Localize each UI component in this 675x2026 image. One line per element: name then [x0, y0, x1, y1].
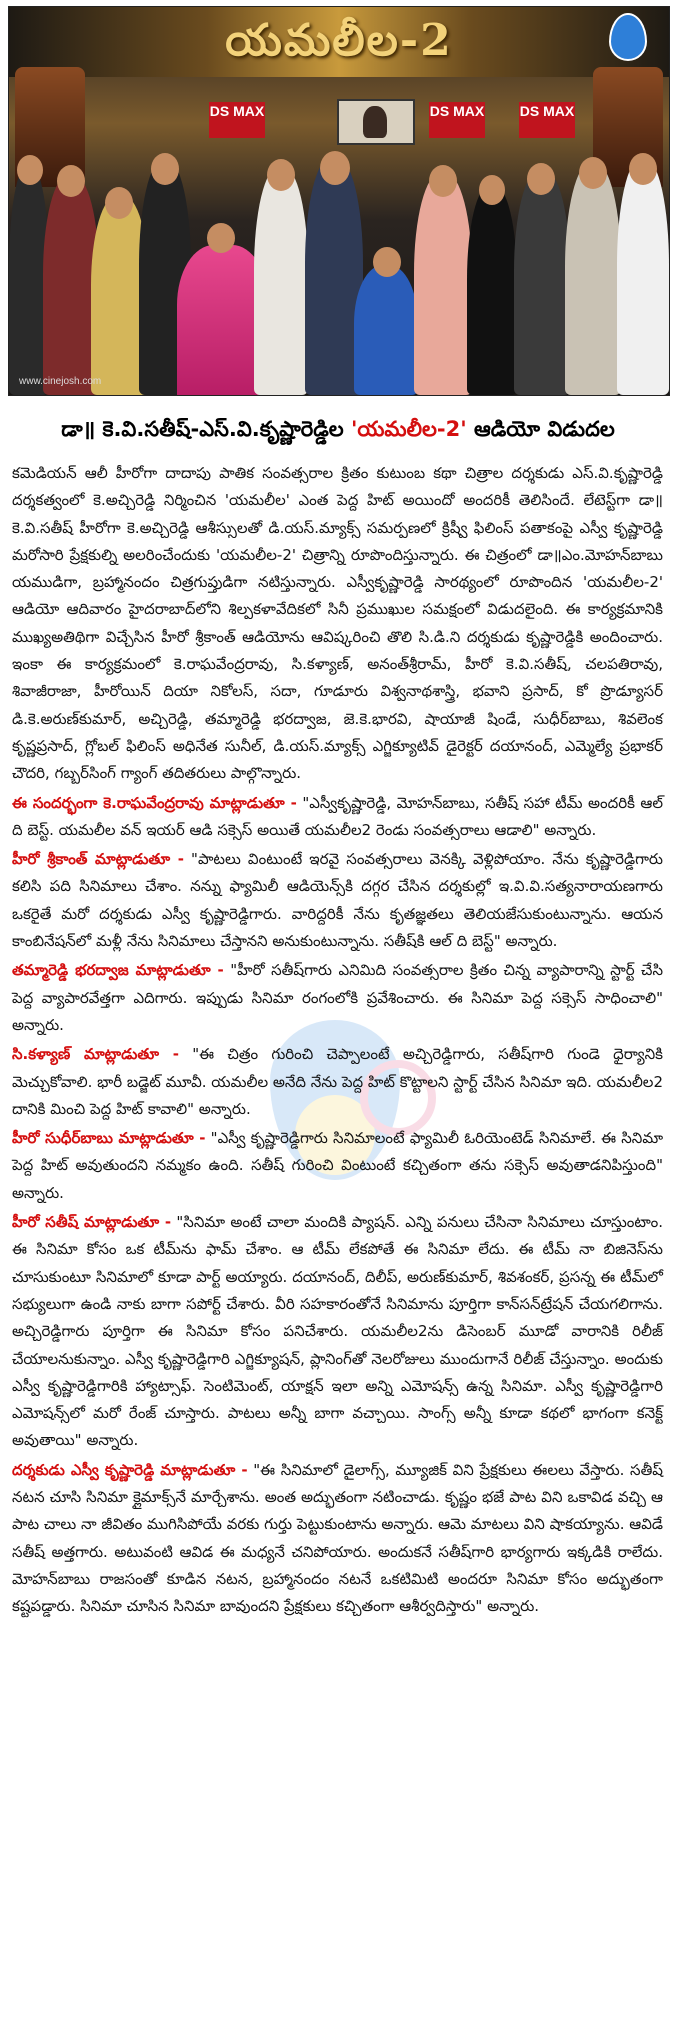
- quote-text: "పాటలు వింటుంటే ఇరవై సంవత్సరాలు వెనక్కి వెళ్లిపోయాం. నేను కృష్ణారెడ్డిగారు కలిసి పది సినిమాలు చేశాం. నన్ను ఫ్యామిలీ ఆడియెన్స్‌కి దగ్గర చేసిన దర్శకుల్లో ఇ.వి.వి.సత్యనారాయణగారు ఒకరైతే మరో దర్శకుడు ఎస్వీ కృష్ణారెడ్డిగారు. వారిద్దరికీ నేను కృతజ్ఞతలు తెలియజేసుకుంటున్నాను. ఆయన కాంబినేషన్‌లో మళ్లీ నేను సినిమాలు చేస్తానని అనుకుంటున్నాను. సతీష్‌కి ఆల్ ది బెస్ట్" అన్నారు.: [12, 850, 663, 951]
- stage-banner: [9, 7, 669, 77]
- quote-text: "ఎస్వీకృష్ణారెడ్డి, మోహన్‌బాబు, సతీష్ సహా టీమ్ అందరికీ ఆల్ ది బెస్ట్. యమలీల వన్ ఇయర్ ఆడి సక్సెస్ అయితే యమలీల2 రెండు సంవత్సరాలు ఆడాలి" అన్నారు.: [12, 793, 663, 839]
- quote-speaker: తమ్మారెడ్డి భరద్వాజ మాట్లాడుతూ -: [12, 961, 224, 980]
- guest: [565, 163, 621, 395]
- guest-head: [579, 157, 607, 189]
- headline-suffix: ఆడియో విడుదల: [466, 417, 615, 441]
- guest-head: [267, 159, 295, 191]
- quote-paragraph: [12, 790, 663, 845]
- guests-group: [9, 115, 669, 395]
- headline-film-title: 'యమలీల-2': [350, 417, 467, 441]
- guest: [254, 167, 308, 395]
- quote-paragraph: [12, 1125, 663, 1207]
- quote-text: "ఎస్వీ కృష్ణారెడ్డిగారు సినిమాలంటే ఫ్యామిలీ ఓరియెంటెడ్ సినిమాలే. ఈ సినిమా పెద్ద హిట్ అవుతుందని నమ్మకం ఉంది. సతీష్ గురించి వింటుంటే కచ్చితంగా తను సక్సెస్ అవుతాడనిపిస్తుంది" అన్నారు.: [12, 1129, 663, 1202]
- guest-head: [151, 153, 179, 185]
- quote-paragraph: [12, 846, 663, 955]
- quote-text: "హీరో సతీష్‌గారు ఎనిమిది సంవత్సరాల క్రితం చిన్న వ్యాపారాన్ని స్టార్ట్ చేసి పెద్ద వ్యాపారవేత్తగా ఎదిగారు. ఇప్పుడు సినిమా రంగంలోకి ప్రవేశించారు. ఈ సినిమా పెద్ద సక్సెస్ సాధించాలి" అన్నారు.: [12, 961, 663, 1034]
- quote-paragraph: [12, 1457, 663, 1621]
- guest-head: [373, 247, 401, 277]
- quote-speaker: దర్శకుడు ఎస్వీ కృష్ణారెడ్డి మాట్లాడుతూ -: [12, 1460, 248, 1479]
- quote-speaker: హీరో సుధీర్‌బాబు మాట్లాడుతూ -: [12, 1129, 206, 1148]
- quote-speaker: హీరో సతీష్ మాట్లాడుతూ -: [12, 1213, 172, 1232]
- photo-watermark: www.cinejosh.com: [19, 376, 102, 387]
- quote-text: "ఈ సినిమాలో డైలాగ్స్, మ్యూజిక్ విని ప్రేక్షకులు ఈలలు వేస్తారు. సతీష్ నటన చూసి సినిమా క్లైమాక్స్‌నే మార్చేశాను. అంత అద్భుతంగా నటించాడు. కృష్ణం భజే పాట విని ఒకావిడ వచ్చి ఆ పాట చాలు నా జీవితం ముగిసిపోయే వరకు గుర్తు పెట్టుకుంటాను అన్నారు. ఆమె మాటలు విని షాకయ్యాను. ఆవిడే సతీష్ అత్తగారు. అటువంటి ఆవిడ ఈ మధ్యనే చనిపోయారు. అందుకనే సతీష్‌గారి భార్యగారు ఇక్కడికి రాలేదు. మోహన్‌బాబు రాజసంతో కూడిన నటన, బ్రహ్మానందం నటనే ఒకటిమిటి అందరూ సినిమా కోసం అద్భుతంగా కష్టపడ్డారు. సినిమా చూసిన సినిమా బావుందని ప్రేక్షకులు కచ్చితంగా ఆశీర్వదిస్తారు" అన్నారు.: [12, 1460, 664, 1616]
- guest-kneeling: [354, 265, 418, 395]
- sponsor-logo: DS MAX: [209, 102, 265, 138]
- guest-head: [207, 223, 235, 253]
- guest-head: [629, 153, 657, 185]
- guest: [514, 170, 570, 395]
- article-body: [12, 460, 663, 2020]
- article-headline: [8, 407, 668, 451]
- guest-head: [320, 151, 350, 185]
- article-intro: కమెడియన్ ఆలీ హీరోగా దాదాపు పాతిక సంవత్సరాల క్రితం కుటుంబ కథా చిత్రాల దర్శకుడు ఎస్.వి.కృష్ణారెడ్డి దర్శకత్వంలో కె.అచ్చిరెడ్డి నిర్మించిన 'యమలీల' ఎంత పెద్ద హిట్ అయిందో అందరికీ తెలిసిందే. లేటెస్ట్‌గా డా॥ కె.వి.సతీష్ హీరోగా కె.అచ్చిరెడ్డి ఆశీస్సులతో డి.యస్.మ్యాక్స్ సమర్పణలో క్రిష్వీ ఫిలింస్ పతాకంపై ఎస్వీ కృష్ణారెడ్డి మరోసారి ప్రేక్షకుల్ని అలరించేందుకు 'యమలీల-2' చిత్రాన్ని రూపొందిస్తున్నారు. ఈ చిత్రంలో డా॥ఎం.మోహన్‌బాబు యముడిగా, బ్రహ్మానందం చిత్రగుప్తుడిగా నటిస్తున్నారు. ఎస్వీకృష్ణారెడ్డి సారథ్యంలో రూపొందిన 'యమలీల-2' ఆడియో ఆదివారం హైదరాబాద్‌లోని శిల్పకళావేదికలో సినీ ప్రముఖుల సమక్షంలో విడుదలైంది. ఈ కార్యక్రమానికి ముఖ్యఅతిథిగా విచ్చేసిన హీరో శ్రీకాంత్ ఆడియోను ఆవిష్కరించి తొలి సి.డి.ని దర్శకుడు కృష్ణారెడ్డికి అందించారు. ఇంకా ఈ కార్యక్రమంలో కె.రాఘవేంద్రరావు, సి.కళ్యాణ్, అనంత్‌శ్రీరామ్, హీరో కె.వి.సతీష్, చలపతిరావు, శివాజీరాజా, హీరోయిన్ దియా నికోలస్, సదా, గూడూరు విశ్వనాథశాస్త్రి, భవాని ప్రసాద్, కో ప్రొడ్యూసర్ డి.కె.అరుణ్‌కుమార్, అచ్చిరెడ్డి, తమ్మారెడ్డి భరద్వాజ, జె.కె.భారవి, షాయాజీ షిండే, సుధీర్‌బాబు, శివలెంక కృష్ణప్రసాద్, గ్లోబల్ ఫిలింస్ అధినేత సునీల్, డి.యస్.మ్యాక్స్ ఎగ్జిక్యూటివ్ డైరెక్టర్ దయానంద్, ఎమ్మెల్యే ప్రభాకర్ చౌదరి, గబ్బర్‌సింగ్ గ్యాంగ్ తదితరులు పాల్గొన్నారు.: [12, 464, 663, 783]
- guest-head: [105, 187, 133, 219]
- guest-head: [479, 175, 505, 205]
- guest-head: [527, 163, 555, 195]
- headline-prefix: డా॥ కె.వి.సతీష్-ఎస్.వి.కృష్ణారెడ్డిల: [61, 417, 351, 441]
- quote-speaker: హీరో శ్రీకాంత్ మాట్లాడుతూ -: [12, 850, 184, 869]
- quote-paragraph: [12, 1041, 663, 1123]
- guest-head: [429, 165, 457, 197]
- banner-title: యమలీల-2: [225, 15, 453, 66]
- event-photo: [8, 6, 670, 396]
- quote-speaker: ఈ సందర్భంగా కె.రాఘవేంద్రరావు మాట్లాడుతూ -: [12, 793, 297, 812]
- guest-head: [57, 165, 85, 197]
- quote-text: "ఈ చిత్రం గురించి చెప్పాలంటే అచ్చిరెడ్డిగారు, సతీష్‌గారి గుండె ధైర్యానికి మెచ్చుకోవాలి. భారీ బడ్జెట్ మూవీ. యమలీల అనేది నేను పెద్ద హిట్ కొట్టాలని స్టార్ట్ చేసిన సినిమా ఇది. యమలీల2 దానికి మించి పెద్ద హిట్ కావాలి" అన్నారు.: [12, 1045, 663, 1118]
- sponsor-logo: DS MAX: [429, 102, 485, 138]
- guest: [414, 173, 472, 395]
- guest: [467, 185, 517, 395]
- sponsor-logo: DS MAX: [519, 102, 575, 138]
- guest-head: [17, 155, 43, 185]
- quote-text: "సినిమా అంటే చాలా మందికి ప్యాషన్. ఎన్ని పనులు చేసినా సినిమాలు చూస్తుంటాం. ఈ సినిమా కోసం ఒక టీమ్‌ను ఫామ్ చేశాం. ఆ టీమ్ లేకపోతే ఈ సినిమా లేదు. ఈ టీమ్ నా బిజినెస్‌ను చూసుకుంటూ సినిమాలో కూడా పార్ట్ అయ్యారు. దయానంద్, దిలీప్, అరుణ్‌కుమార్, శివశంకర్, ప్రసన్న ఈ టీమ్‌లో సభ్యులుగా ఉండి నాకు బాగా సపోర్ట్ చేశారు. వీరి సహకారంతోనే సినిమాను పూర్తిగా కాన్‌సన్‌ట్రేషన్ చేయగలిగాను. అచ్చిరెడ్డిగారు పూర్తిగా ఈ సినిమా కోసం పనిచేశారు. యమలీల2ను డిసెంబర్ మూడో వారానికి రిలీజ్ చేయాలనుకున్నాం. ఎస్వీ కృష్ణారెడ్డిగారి ఎగ్జిక్యూషన్, ప్లానింగ్‌తో నెలరోజులు ముందుగానే రిలీజ్ చేస్తున్నాం. అందుకు ఎస్వీ కృష్ణారెడ్డిగారికి హ్యాట్సాఫ్. సెంటిమెంట్, యాక్షన్ ఇలా అన్ని ఎమోషన్స్ ఉన్న సినిమా. ఎస్వీ కృష్ణారెడ్డిగారి ఎమోషన్స్‌లో మరో రేంజ్ చూస్తారు. పాటలు అన్నీ బాగా వచ్చాయి. సాంగ్స్ అన్నీ కూడా కథలో భాగంగా కనెక్ట్ అవుతాయి" అన్నారు.: [12, 1213, 663, 1450]
- quote-speaker: సి.కళ్యాణ్ మాట్లాడుతూ -: [12, 1045, 179, 1064]
- guest: [617, 159, 669, 395]
- quote-paragraph: [12, 957, 663, 1039]
- quote-paragraph: [12, 1209, 663, 1455]
